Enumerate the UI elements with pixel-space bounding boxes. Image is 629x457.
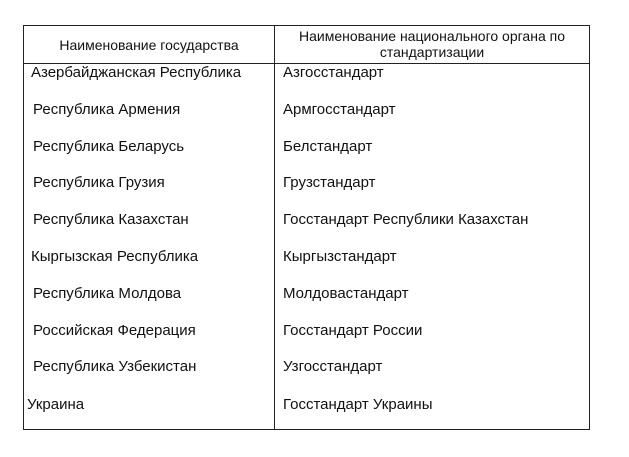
cell-state: Украина [27,396,85,413]
cell-standards-body: Госстандарт России [283,322,423,339]
cell-state: Республика Молдова [33,285,182,302]
cell-standards-body: Госстандарт Республики Казахстан [283,211,529,228]
cell-state: Республика Узбекистан [33,358,197,375]
cell-standards-body: Кыргызстандарт [283,248,397,265]
cell-standards-body: Молдовастандарт [283,285,409,302]
cell-state: Республика Грузия [33,174,165,191]
cell-state: Российская Федерация [33,322,196,339]
cell-standards-body: Азгосстандарт [283,64,384,81]
cell-standards-body: Армгосстандарт [283,101,396,118]
cell-standards-body: Грузстандарт [283,174,376,191]
cell-standards-body: Узгосстандарт [283,358,383,375]
header-state-name: Наименование государства [59,37,239,53]
cell-state: Кыргызская Республика [31,248,199,265]
cell-state: Азербайджанская Республика [31,64,242,81]
cell-standards-body: Госстандарт Украины [283,396,433,413]
header-standards-body: Наименование национального органа по стандартизации [299,28,565,60]
column-divider [274,25,275,430]
cell-state: Республика Казахстан [33,211,189,228]
cell-standards-body: Белстандарт [283,138,373,155]
cell-state: Республика Армения [33,101,181,118]
cell-state: Республика Беларусь [33,138,185,155]
